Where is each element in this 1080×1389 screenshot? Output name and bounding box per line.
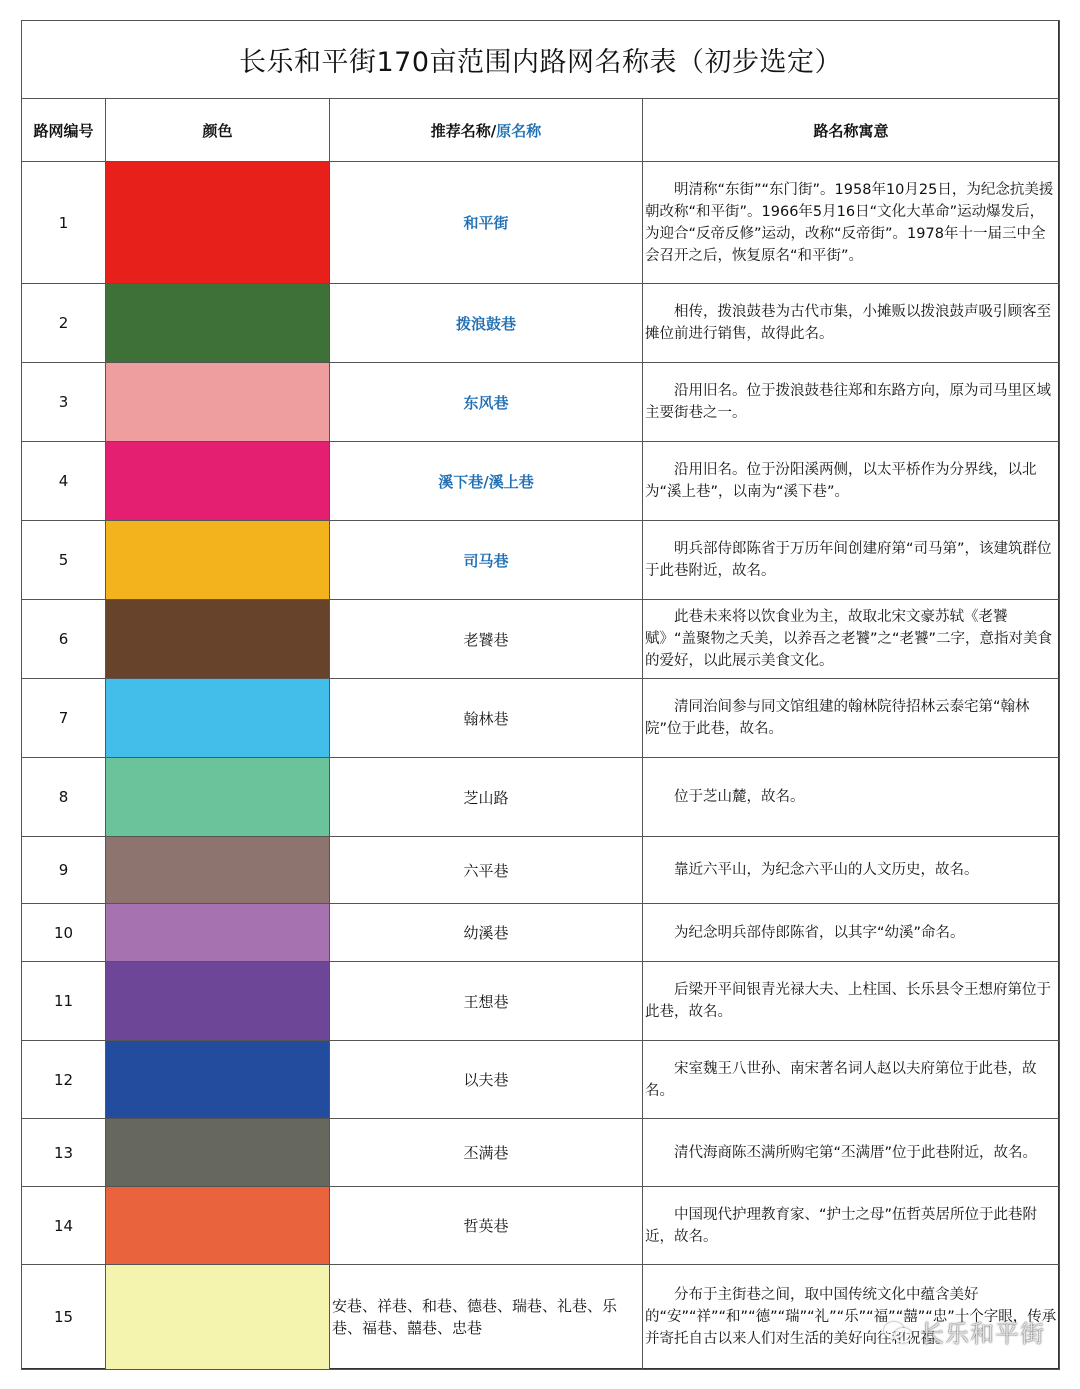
road-meaning-cell bbox=[643, 1041, 1060, 1119]
table-row bbox=[22, 600, 1060, 679]
road-meaning: 明清称“东街”“东门街”。1958年10月25日，为纪念抗美援朝改称“和平街”。1966年5月16日“文化大革命”运动爆发后，为迎合“反帝反修”运动，改称“反帝街”。1978年十一届三中全会召开之后，恢复原名“和平街”。 bbox=[645, 181, 1054, 264]
row-number: 5 bbox=[22, 521, 106, 600]
road-meaning: 位于芝山麓，故名。 bbox=[674, 789, 805, 805]
table-row bbox=[22, 904, 1060, 962]
wechat-icon bbox=[884, 1320, 914, 1344]
road-meaning: 此巷未来将以饮食业为主，故取北宋文豪苏轼《老饕赋》“盖聚物之夭美，以养吾之老饕”之“老饕”二字，意指对美食的爱好，以此展示美食文化。 bbox=[645, 609, 1053, 669]
road-name: 翰林巷 bbox=[330, 679, 643, 758]
table-row bbox=[22, 521, 1060, 600]
header-meaning: 路名称寓意 bbox=[643, 99, 1060, 162]
color-swatch bbox=[106, 904, 330, 962]
road-name: 幼溪巷 bbox=[330, 904, 643, 962]
color-swatch bbox=[106, 1119, 330, 1187]
road-meaning-cell bbox=[643, 284, 1060, 363]
table-row bbox=[22, 758, 1060, 837]
road-meaning-cell bbox=[643, 758, 1060, 837]
road-meaning-cell bbox=[643, 1119, 1060, 1187]
row-number: 3 bbox=[22, 363, 106, 442]
header-name-original: 原名称 bbox=[496, 121, 542, 140]
color-swatch bbox=[106, 284, 330, 363]
road-name: 东风巷 bbox=[330, 363, 643, 442]
color-swatch bbox=[106, 1041, 330, 1119]
road-name: 芝山路 bbox=[330, 758, 643, 837]
road-meaning-cell bbox=[643, 679, 1060, 758]
road-name: 六平巷 bbox=[330, 837, 643, 904]
road-meaning-cell bbox=[643, 162, 1060, 284]
table-row bbox=[22, 1119, 1060, 1187]
road-meaning-cell bbox=[643, 363, 1060, 442]
table-row bbox=[22, 442, 1060, 521]
color-swatch bbox=[106, 962, 330, 1041]
color-swatch bbox=[106, 1187, 330, 1265]
row-number: 8 bbox=[22, 758, 106, 837]
road-meaning: 为纪念明兵部侍郎陈省，以其字“幼溪”命名。 bbox=[674, 924, 965, 941]
color-swatch bbox=[106, 837, 330, 904]
road-meaning: 相传，拨浪鼓巷为古代市集，小摊贩以拨浪鼓声吸引顾客至摊位前进行销售，故得此名。 bbox=[645, 304, 1051, 342]
color-swatch bbox=[106, 162, 330, 284]
road-meaning: 明兵部侍郎陈省于万历年间创建府第“司马第”，该建筑群位于此巷附近，故名。 bbox=[645, 541, 1052, 579]
header-color: 颜色 bbox=[106, 99, 330, 162]
road-meaning: 中国现代护理教育家、“护士之母”伍哲英居所位于此巷附近，故名。 bbox=[645, 1206, 1038, 1245]
table-row bbox=[22, 679, 1060, 758]
color-swatch bbox=[106, 679, 330, 758]
page-title: 长乐和平街170亩范围内路网名称表（初步选定） bbox=[22, 21, 1060, 99]
row-number: 1 bbox=[22, 162, 106, 284]
road-meaning-cell bbox=[643, 1187, 1060, 1265]
road-name: 和平街 bbox=[330, 162, 643, 284]
row-number: 6 bbox=[22, 600, 106, 679]
road-name: 安巷、祥巷、和巷、德巷、瑞巷、礼巷、乐巷、福巷、囍巷、忠巷 bbox=[330, 1265, 643, 1370]
road-meaning: 沿用旧名。位于拨浪鼓巷往郑和东路方向，原为司马里区域主要街巷之一。 bbox=[645, 383, 1051, 421]
row-number: 2 bbox=[22, 284, 106, 363]
document-frame bbox=[21, 20, 1059, 1369]
road-meaning-cell bbox=[643, 904, 1060, 962]
road-name: 老饕巷 bbox=[330, 600, 643, 679]
table-row bbox=[22, 363, 1060, 442]
road-name: 丕满巷 bbox=[330, 1119, 643, 1187]
road-meaning-cell bbox=[643, 837, 1060, 904]
table-row bbox=[22, 1041, 1060, 1119]
road-meaning-cell bbox=[643, 962, 1060, 1041]
road-name: 拨浪鼓巷 bbox=[330, 284, 643, 363]
row-number: 13 bbox=[22, 1119, 106, 1187]
row-number: 7 bbox=[22, 679, 106, 758]
table-header-row bbox=[22, 99, 1060, 162]
header-name bbox=[330, 99, 643, 162]
road-meaning-cell bbox=[643, 442, 1060, 521]
road-meaning: 后梁开平间银青光禄大夫、上柱国、长乐县令王想府第位于此巷，故名。 bbox=[645, 982, 1051, 1020]
road-name: 以夫巷 bbox=[330, 1041, 643, 1119]
header-name-main: 推荐名称/ bbox=[430, 121, 497, 140]
table-row bbox=[22, 162, 1060, 284]
table-row bbox=[22, 284, 1060, 363]
color-swatch bbox=[106, 521, 330, 600]
color-swatch bbox=[106, 758, 330, 837]
road-name: 司马巷 bbox=[330, 521, 643, 600]
row-number: 12 bbox=[22, 1041, 106, 1119]
road-meaning: 靠近六平山，为纪念六平山的人文历史，故名。 bbox=[674, 862, 979, 878]
road-name: 王想巷 bbox=[330, 962, 643, 1041]
road-name: 溪下巷/溪上巷 bbox=[330, 442, 643, 521]
row-number: 14 bbox=[22, 1187, 106, 1265]
watermark bbox=[884, 1314, 1045, 1349]
row-number: 11 bbox=[22, 962, 106, 1041]
row-number: 15 bbox=[22, 1265, 106, 1370]
color-swatch bbox=[106, 363, 330, 442]
road-meaning: 清代海商陈丕满所购宅第“丕满厝”位于此巷附近，故名。 bbox=[674, 1144, 1038, 1161]
road-name: 哲英巷 bbox=[330, 1187, 643, 1265]
road-meaning-cell bbox=[643, 521, 1060, 600]
color-swatch bbox=[106, 600, 330, 679]
color-swatch bbox=[106, 442, 330, 521]
table-row bbox=[22, 837, 1060, 904]
row-number: 4 bbox=[22, 442, 106, 521]
road-meaning-cell bbox=[643, 600, 1060, 679]
watermark-text: 长乐和平街 bbox=[920, 1320, 1045, 1348]
header-number: 路网编号 bbox=[22, 99, 106, 162]
row-number: 10 bbox=[22, 904, 106, 962]
table-body bbox=[22, 162, 1060, 1370]
row-number: 9 bbox=[22, 837, 106, 904]
road-meaning: 宋室魏王八世孙、南宋著名词人赵以夫府第位于此巷，故名。 bbox=[645, 1060, 1037, 1099]
color-swatch bbox=[106, 1265, 330, 1370]
table-row bbox=[22, 962, 1060, 1041]
road-meaning: 沿用旧名。位于汾阳溪两侧，以太平桥作为分界线，以北为“溪上巷”，以南为“溪下巷”。 bbox=[645, 462, 1037, 500]
road-name-table bbox=[21, 20, 1060, 1370]
table-row bbox=[22, 1187, 1060, 1265]
road-meaning: 分布于主街巷之间，取中国传统文化中蕴含美好的“安”“祥”“和”“德”“瑞”“礼”“乐”“福”“囍”“忠”十个字眼，传承并寄托自古以来人们对生活的美好向往和祝福。 bbox=[645, 1287, 1057, 1347]
road-meaning: 清同治间参与同文馆组建的翰林院待招林云泰宅第“翰林院”位于此巷，故名。 bbox=[645, 699, 1030, 737]
